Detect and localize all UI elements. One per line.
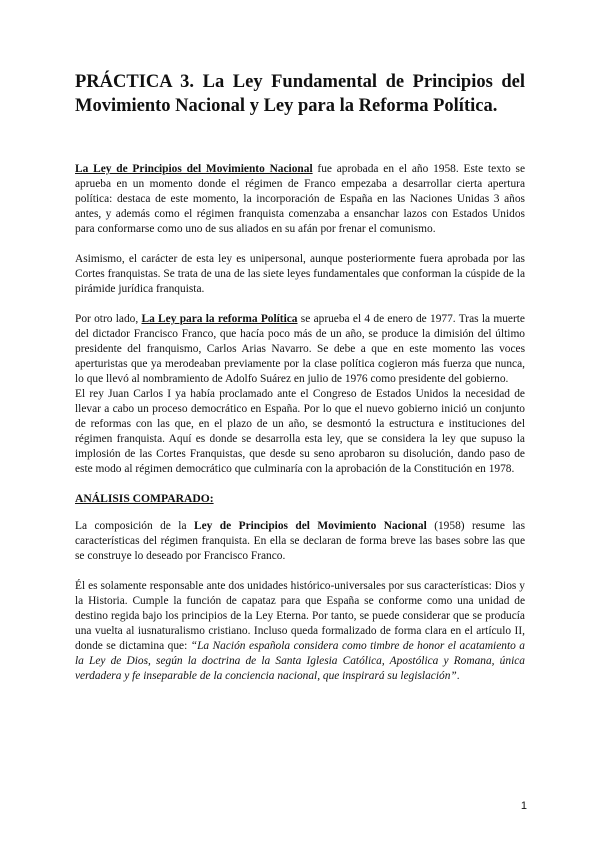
law-name-1958: La Ley de Principios del Movimiento Nacional	[75, 163, 313, 175]
paragraph-text: fue aprobada en el año 1958. Este texto se aprueba en un momento donde el régimen de Franco empezaba a desarrollar cierta apertura política: destaca de este momento, la incorporación de España en las Naciones Unidas 3 años antes, y además como el régimen franquista comenzaba a ensanchar lazos con Estados Unidos para conformarse como uno de sus aliados en su afán por frenar el comunismo.	[75, 163, 525, 235]
paragraph-text: La composición de la	[75, 520, 194, 532]
paragraph-text: Él es solamente responsable ante dos unidades histórico-universales por sus características: Dios y la Historia. Cumple la función de capataz para que España se conforme como una unidad de destino regida bajo los principios de la Ley Eterna. Por tanto, se puede considerar que se producía una vuelta al iusnaturalismo cristiano. Incluso queda formalizado de forma clara en el artículo II, donde se dictamina que:	[75, 580, 525, 652]
document-title: PRÁCTICA 3. La Ley Fundamental de Principios del Movimiento Nacional y Ley para la Reforma Política.	[75, 72, 525, 116]
paragraph-text: .	[456, 670, 460, 682]
article-quote: “La Nación española considera como timbre de honor el acatamiento a la Ley de Dios, según la doctrina de la Santa Iglesia Católica, Apostólica y Romana, única verdadera y fe inseparable de la conciencia nacional, que inspirará su legislación”	[75, 640, 525, 682]
law-name-1977: La Ley para la reforma Política	[141, 313, 298, 325]
section-heading: ANÁLISIS COMPARADO:	[75, 492, 214, 505]
law-name-bold: Ley de Principios del Movimiento Nacional	[193, 520, 427, 532]
paragraph-text: Por otro lado,	[75, 313, 142, 325]
paragraph-text: se aprueba el 4 de enero de 1977. Tras la muerte del dictador Francisco Franco, que hacía poco más de un año, se produce la dimisión del último presidente del franquismo, Carlos Arias Navarro. Se debe a que en este momento las voces aperturistas que ya merodeaban previamente por la clase política cogieron más fuerza que nunca, lo que llevó al nombramiento de Adolfo Suárez en julio de 1976 como presidente del gobierno.	[75, 313, 525, 385]
paragraph-intro-1958	[75, 162, 525, 237]
paragraph-reforma-politica	[75, 312, 525, 387]
paragraph-dios-historia	[75, 579, 525, 684]
page-number: 1	[520, 800, 527, 812]
paragraph-character: Asimismo, el carácter de esta ley es unipersonal, aunque posteriormente fuera aprobada por las Cortes franquistas. Se trata de una de las siete leyes fundamentales que conforman la cúspide de la pirámide jurídica franquista.	[75, 253, 525, 295]
paragraph-text: (1958) resume las características del régimen franquista. En ella se declaran de forma breve las bases sobre las que se construye lo deseado por Francisco Franco.	[75, 520, 525, 562]
paragraph-composicion	[75, 519, 525, 564]
paragraph-juan-carlos: El rey Juan Carlos I ya había proclamado ante el Congreso de Estados Unidos la necesidad de llevar a cabo un proceso democrático en España. Por lo que el nuevo gobierno inició un conjunto de reformas con las que, en el plazo de un año, se desmontó la estructura e instituciones del régimen franquista. Aquí es donde se desarrolla esta ley, que se considera la ley que supuso la implosión de las Cortes Franquistas, que desde su seno aprobaron su disolución, dando paso de este modo al régimen democrático que culminaría con la aprobación de la Constitución en 1978.	[75, 388, 525, 475]
